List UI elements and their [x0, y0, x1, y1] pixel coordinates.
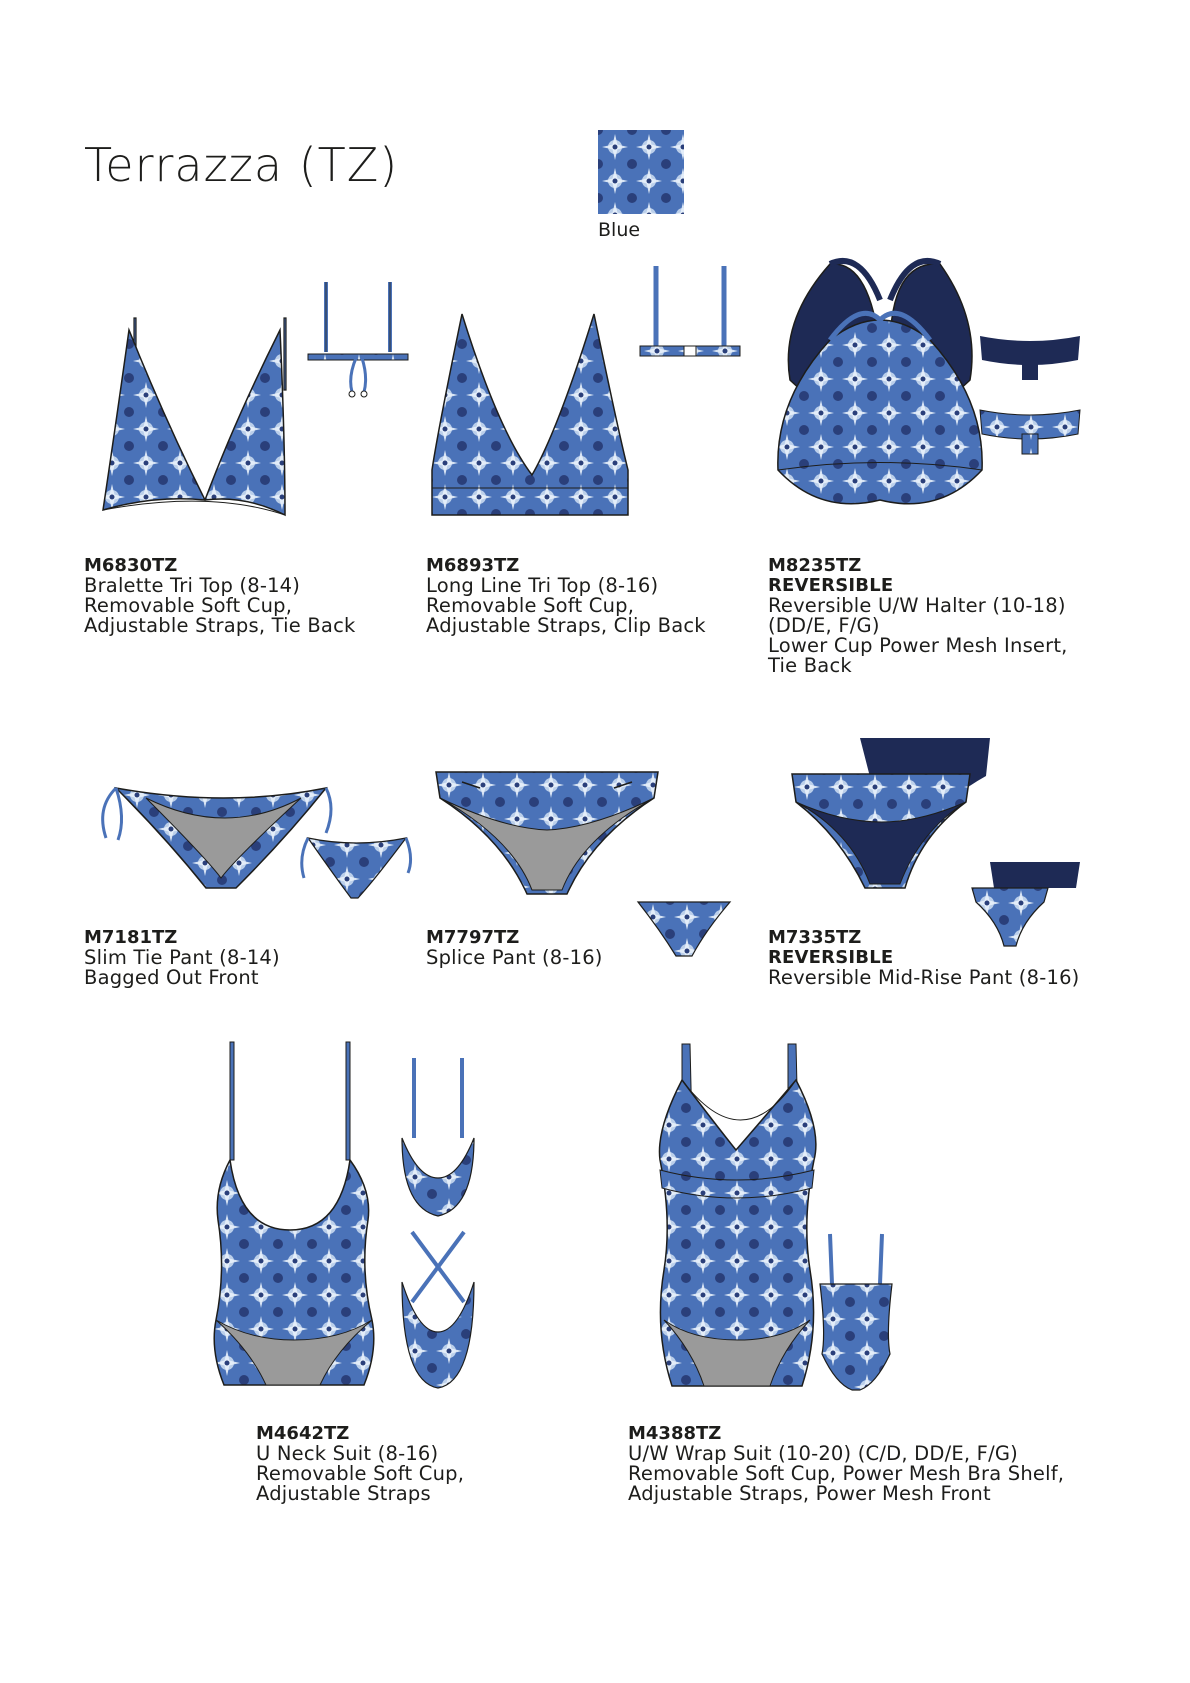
long-line-back-view-illustration — [640, 266, 740, 366]
product-description-line: Adjustable Straps — [256, 1482, 431, 1505]
product-description-line: Removable Soft Cup, — [256, 1462, 465, 1485]
product-description-line: Lower Cup Power Mesh Insert, — [768, 634, 1068, 657]
product-code: M6893TZ — [426, 555, 520, 576]
product-m6893tz — [426, 556, 706, 636]
product-description-line: Reversible Mid-Rise Pant (8-16) — [768, 966, 1080, 989]
reversible-flag: REVERSIBLE — [768, 947, 894, 968]
product-code: M7797TZ — [426, 927, 520, 948]
product-description-line: Bralette Tri Top (8-14) — [84, 574, 301, 597]
u-neck-suit-illustration — [210, 1040, 380, 1390]
product-description-line: Slim Tie Pant (8-14) — [84, 946, 280, 969]
product-description-line: Removable Soft Cup, — [426, 594, 635, 617]
product-description-line: Splice Pant (8-16) — [426, 946, 603, 969]
reversible-halter-illustration — [770, 260, 990, 520]
slim-tie-pant-back-illustration — [296, 828, 416, 908]
product-description-line: Tie Back — [768, 654, 852, 677]
halter-back-strap-print-illustration — [980, 410, 1080, 456]
bralette-back-view-illustration — [308, 282, 408, 402]
product-description-line: Removable Soft Cup, — [84, 594, 293, 617]
u-neck-suit-back-detail-illustration — [398, 1232, 478, 1392]
fabric-swatch — [598, 130, 684, 214]
product-code: M7335TZ — [768, 927, 862, 948]
product-description-line: Reversible U/W Halter (10-18) — [768, 594, 1066, 617]
product-m7181tz — [84, 928, 280, 988]
swatch-label: Blue — [598, 219, 641, 241]
product-m4388tz — [628, 1424, 1064, 1504]
reversible-mid-rise-pant-illustration — [790, 736, 990, 896]
page-title: Terrazza (TZ) — [84, 138, 399, 192]
reversible-flag: REVERSIBLE — [768, 575, 894, 596]
halter-back-strap-navy-illustration — [980, 336, 1080, 382]
product-description-line: (DD/E, F/G) — [768, 614, 880, 637]
product-description-line: Bagged Out Front — [84, 966, 259, 989]
product-m7797tz — [426, 928, 603, 968]
product-m4642tz — [256, 1424, 464, 1504]
product-code: M8235TZ — [768, 555, 862, 576]
product-code: M7181TZ — [84, 927, 178, 948]
product-description-line: Adjustable Straps, Tie Back — [84, 614, 356, 637]
splice-pant-back-illustration — [636, 900, 732, 960]
long-line-tri-top-illustration — [428, 310, 638, 520]
product-description-line: U Neck Suit (8-16) — [256, 1442, 439, 1465]
product-description-line: Long Line Tri Top (8-16) — [426, 574, 659, 597]
product-m6830tz — [84, 556, 356, 636]
wrap-suit-back-detail-illustration — [816, 1234, 896, 1392]
bralette-tri-top-illustration — [100, 310, 290, 520]
product-m7335tz — [768, 928, 1079, 988]
product-description-line: Adjustable Straps, Power Mesh Front — [628, 1482, 991, 1505]
splice-pant-illustration — [432, 768, 662, 898]
product-description-line: Removable Soft Cup, Power Mesh Bra Shelf, — [628, 1462, 1065, 1485]
product-description-line: Adjustable Straps, Clip Back — [426, 614, 706, 637]
product-description-line: U/W Wrap Suit (10-20) (C/D, DD/E, F/G) — [628, 1442, 1018, 1465]
product-code: M4642TZ — [256, 1423, 350, 1444]
wrap-suit-illustration — [652, 1040, 822, 1390]
u-neck-suit-front-detail-illustration — [398, 1058, 478, 1220]
product-m8235tz — [768, 556, 1068, 676]
product-code: M4388TZ — [628, 1423, 722, 1444]
product-code: M6830TZ — [84, 555, 178, 576]
